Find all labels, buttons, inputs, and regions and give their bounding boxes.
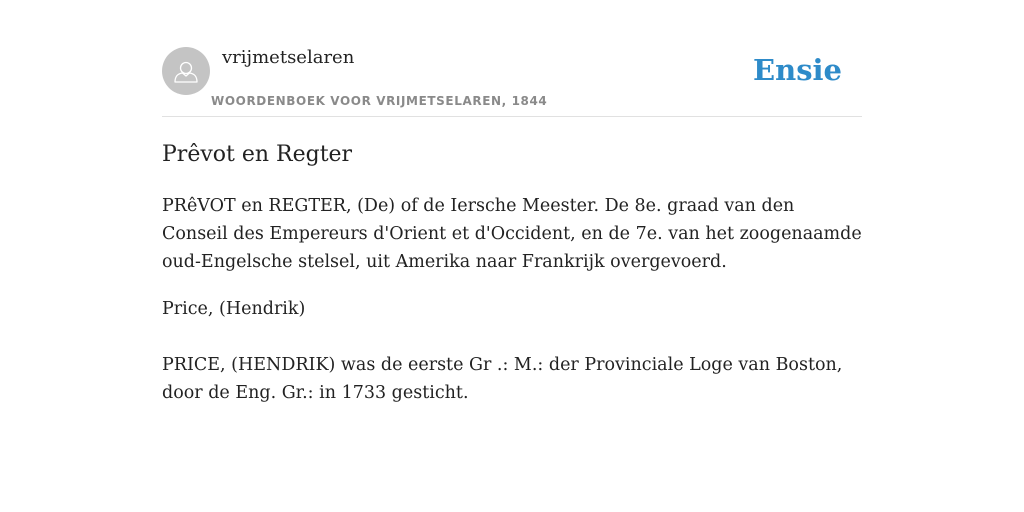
source-link[interactable]: WOORDENBOEK VOOR VRIJMETSELAREN, 1844 bbox=[211, 94, 548, 108]
user-silhouette-icon bbox=[162, 47, 210, 95]
entry-title: Prêvot en Regter bbox=[162, 142, 353, 167]
related-entry-definition: PRICE, (HENDRIK) was de eerste Gr .: M.: der Provinciale Loge van Boston, door de Eng. Gr.: in 1733 gesticht. bbox=[162, 355, 843, 403]
entry-definition: PRêVOT en REGTER, (De) of de Iersche Meester. De 8e. graad van den Conseil des Empereurs d'Orient et d'Occident, en de 7e. van het zoogenaamde oud-Engelsche stelsel, uit Amerika naar Frankrijk overgevoerd. bbox=[162, 196, 862, 272]
user-avatar[interactable] bbox=[162, 47, 210, 95]
brand-logo[interactable]: Ensie bbox=[753, 53, 842, 87]
entry-card bbox=[162, 0, 862, 512]
related-entry-title[interactable]: Price, (Hendrik) bbox=[162, 299, 306, 319]
card-header bbox=[162, 0, 862, 117]
username-link[interactable]: vrijmetselaren bbox=[222, 47, 355, 68]
